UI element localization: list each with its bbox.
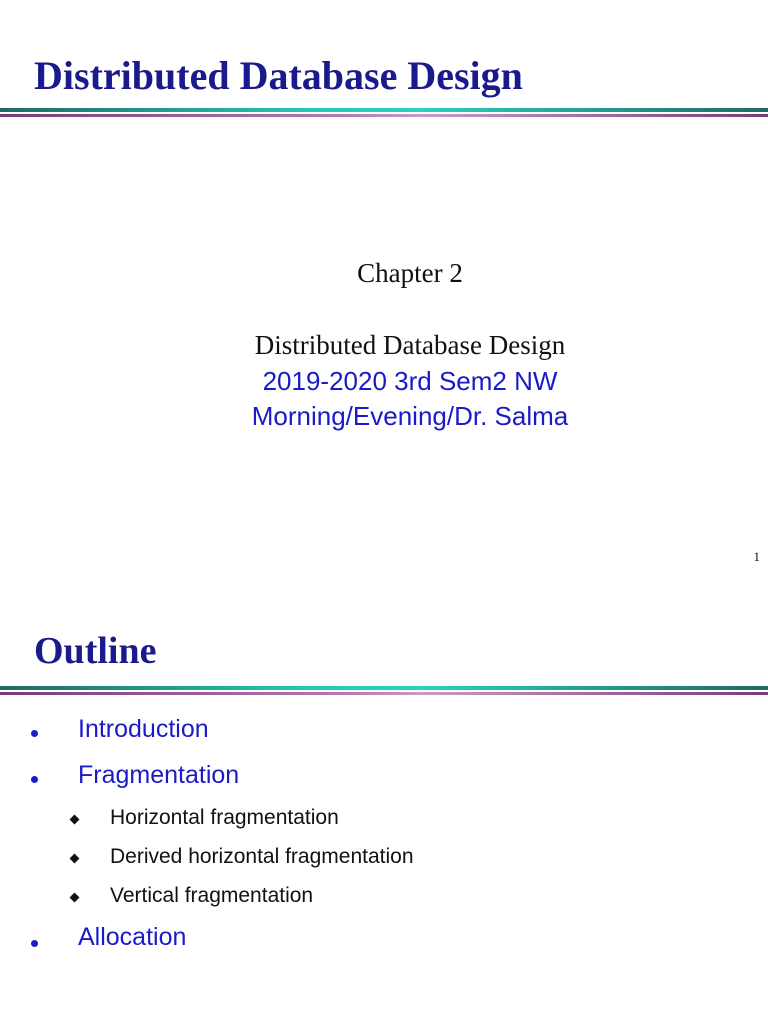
list-item-label: Horizontal fragmentation [110,806,339,829]
bullet-dot-icon [31,940,38,947]
bullet-diamond-icon [70,854,80,864]
slide-title: Distributed Database Design [34,53,523,98]
list-item-label: Vertical fragmentation [110,884,314,907]
page-number: 1 [753,549,760,564]
slide-title: Outline [34,630,157,672]
title-divider [0,108,768,117]
divider-purple-line [0,114,768,117]
bullet-diamond-icon [70,815,80,825]
list-item-label: Allocation [78,923,187,951]
chapter-label: Chapter 2 [357,258,463,288]
term-label: 2019-2020 3rd Sem2 NW [262,366,558,396]
outline-slide [0,596,768,1024]
bullet-dot-icon [31,730,38,737]
cohort-label: Morning/Evening/Dr. Salma [251,401,569,431]
bullet-diamond-icon [70,893,80,903]
divider-purple-line [0,692,768,695]
list-item-label: Fragmentation [78,761,240,789]
bullet-dot-icon [31,776,38,783]
title-divider [0,686,768,695]
divider-teal-line [0,108,768,112]
list-item-label: Derived horizontal fragmentation [110,845,414,868]
list-item-label: Introduction [78,715,209,743]
slide-subtitle: Distributed Database Design [254,330,566,360]
divider-teal-line [0,686,768,690]
